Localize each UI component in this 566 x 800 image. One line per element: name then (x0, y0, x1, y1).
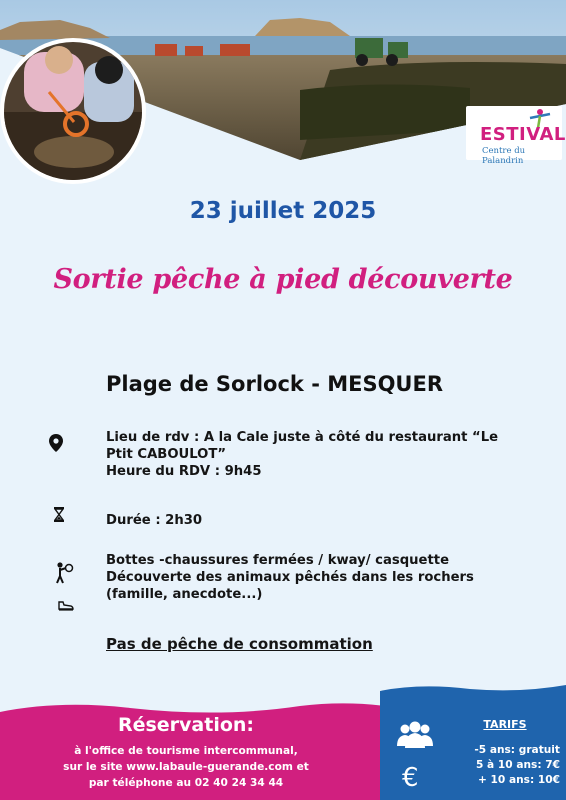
svg-text:€: € (402, 763, 419, 790)
tarif-5-to-10: 5 à 10 ans: 7€ (476, 759, 560, 771)
event-date: 23 juillet 2025 (189, 198, 377, 224)
tarif-over-10: + 10 ans: 10€ (477, 774, 560, 786)
reservation-title: Réservation: (117, 714, 255, 736)
shoe-icon (58, 596, 74, 615)
equipment-line: Bottes -chaussures fermées / kway/ casquette (106, 553, 450, 568)
logo-subtitle: Centre du Palandrin (482, 146, 526, 166)
tarifs-list (440, 743, 560, 788)
euro-icon (400, 762, 426, 794)
rdv-location: Lieu de rdv : A la Cale juste à côté du restaurant “Le Ptit CABOULOT” (106, 430, 499, 462)
rdv-time: Heure du RDV : 9h45 (106, 464, 262, 479)
event-title: Sortie pêche à pied découverte (53, 264, 513, 295)
tarifs-title: TARIFS (483, 718, 527, 731)
hourglass-icon (54, 507, 64, 526)
fishing-person-icon (54, 562, 74, 588)
event-place: Plage de Sorlock - MESQUER (106, 372, 444, 396)
estival-logo (466, 106, 566, 166)
duration: Durée : 2h30 (106, 513, 203, 528)
rdv-details (106, 429, 526, 480)
equipment-details (106, 552, 526, 603)
group-people-icon (395, 720, 435, 754)
no-consumption-note: Pas de pêche de consommation (106, 635, 373, 653)
reservation-details (0, 743, 372, 791)
location-pin-icon (49, 434, 63, 456)
inset-photo (4, 42, 142, 180)
tarif-under-5: -5 ans: gratuit (474, 744, 560, 756)
reservation-line-office: à l'office de tourisme intercommunal, (74, 745, 298, 757)
reservation-line-website: sur le site www.labaule-guerande.com et (63, 761, 309, 773)
discovery-line: Découverte des animaux pêchés dans les rochers (famille, anecdote...) (106, 570, 474, 602)
reservation-line-phone: par téléphone au 02 40 24 34 44 (88, 777, 284, 789)
logo-name: ESTIVAL (480, 124, 566, 145)
